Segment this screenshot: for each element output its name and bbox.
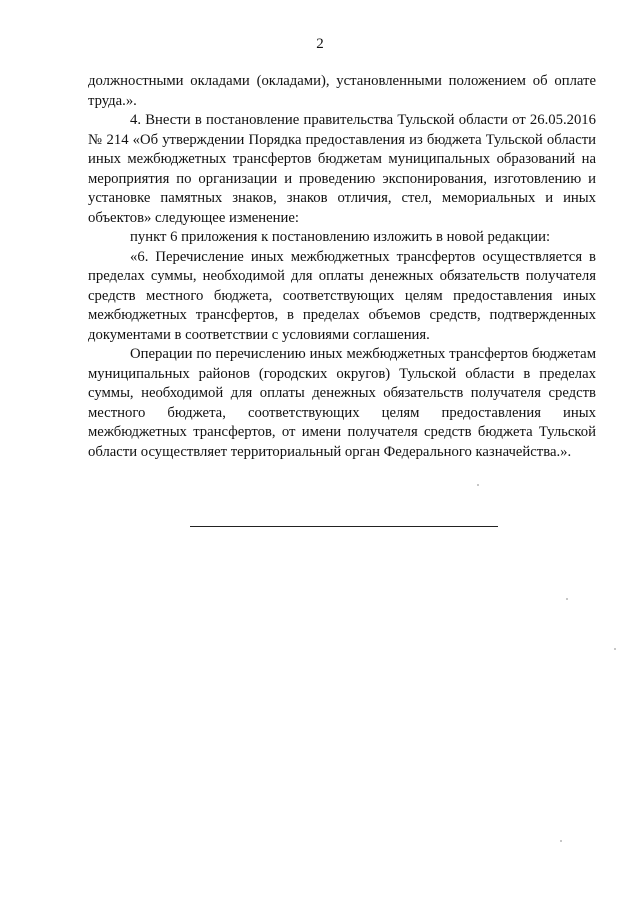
paragraph-clause-6: «6. Перечисление иных межбюджетных трансфертов осуществляется в пределах суммы, необходимой для оплаты денежных обязательств получателя средств местного бюджета, соответствующих целям предоставления иных межбюджетных трансфертов, в пределах объемов средств, подтвержденных документами в соответствии с условиями соглашения. bbox=[88, 248, 596, 343]
paragraph-item-4: 4. Внести в постановление правительства Тульской области от 26.05.2016 № 214 «Об утверждении Порядка предоставления из бюджета Тульской области иных межбюджетных трансфертов бюджетам муниципальных образований на мероприятия по организации и проведению экспонирования, изготовлению и установке памятных знаков, знаков отличия, стел, мемориальных и иных объектов» следующее изменение: bbox=[88, 112, 596, 226]
scan-speck bbox=[560, 840, 562, 842]
scan-speck bbox=[614, 648, 616, 650]
document-body bbox=[88, 72, 596, 462]
closing-rule bbox=[190, 526, 498, 527]
paragraph-operations: Операции по перечислению иных межбюджетных трансфертов бюджетам муниципальных районов (городских округов) Тульской области в пределах суммы, необходимой для оплаты денежных обязательств получателя средств местного бюджета, соответствующих целям предоставления иных межбюджетных трансфертов, от имени получателя средств бюджета Тульской области осуществляет территориальный орган Федерального казначейства.». bbox=[88, 346, 596, 460]
scan-speck bbox=[566, 598, 568, 600]
page-number: 2 bbox=[316, 36, 324, 52]
scan-speck bbox=[477, 484, 479, 486]
paragraph-amendment-intro: пункт 6 приложения к постановлению изложить в новой редакции: bbox=[130, 229, 551, 245]
paragraph-continuation: должностными окладами (окладами), установленными положением об оплате труда.». bbox=[88, 73, 596, 109]
